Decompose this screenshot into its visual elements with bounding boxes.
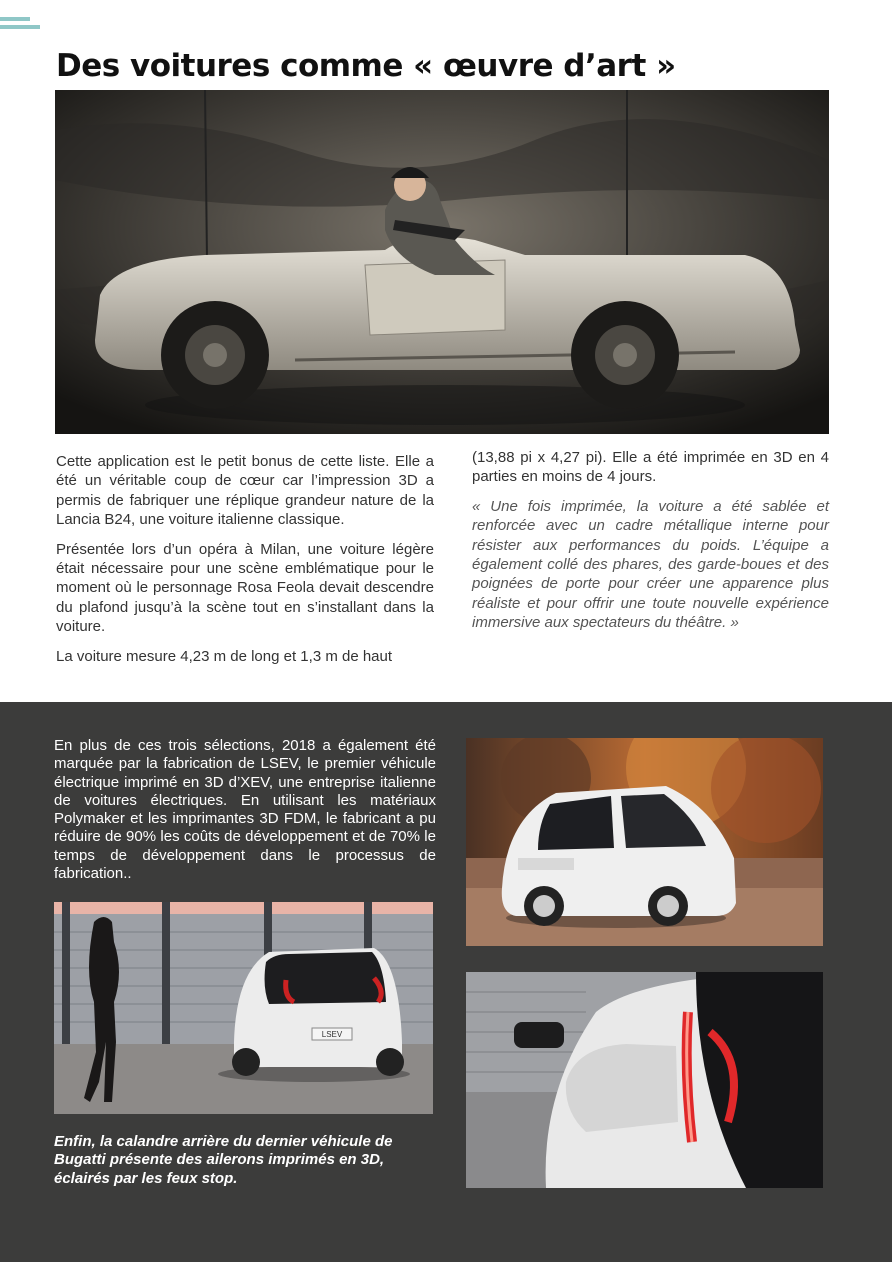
- paragraph-opera: Présentée lors d’un opéra à Milan, une voiture légère était nécessaire pour une scène emblématique pour le moment où le personnage Rosa Feola devait descendre du plafond jusqu’à la scène tout en s’installant dans la voiture.: [56, 540, 434, 636]
- paragraph-dimensions-continued: (13,88 pi x 4,27 pi). Elle a été imprimée en 3D en 4 parties en moins de 4 jours.: [472, 449, 829, 486]
- bugatti-caption: Enfin, la calandre arrière du dernier véhicule de Bugatti présente des ailerons imprimés en 3D, éclairés par les feux stop.: [54, 1133, 393, 1187]
- photo-taillight-closeup: [466, 972, 823, 1188]
- license-plate-text: LSEV: [321, 1030, 343, 1039]
- hero-photo-lancia-b24: [55, 90, 829, 434]
- lsev-paragraph: En plus de ces trois sélections, 2018 a également été marquée par la fabrication de LSEV, le premier véhicule électrique imprimé en 3D d’XEV, une entreprise italienne de voitures électriques. En utilisant les matériaux Polymaker et les imprimantes 3D FDM, le fabricant a pu réduire de 90% les coûts de développement et de 70% le temps de développement dans le processus de fabrication..: [54, 737, 436, 883]
- photo-xev-autumn: [466, 738, 823, 946]
- paragraph-dimensions: La voiture mesure 4,23 m de long et 1,3 m de haut: [56, 647, 393, 665]
- page-title: Des voitures comme « œuvre d’art »: [56, 48, 676, 84]
- accent-bar-bottom: [0, 25, 40, 29]
- accent-bar-top: [0, 17, 30, 21]
- article-right-column: [472, 448, 829, 643]
- quote-block: « Une fois imprimée, la voiture a été sablée et renforcée avec un cadre métallique interne pour résister aux performances du poids. L’équipe a également collé des phares, des garde-boues et des poignées de porte pour créer une apparence plus réaliste et pour offrir une toute nouvelle expérience immersive aux spectateurs du théâtre. »: [472, 497, 829, 632]
- paragraph-intro: Cette application est le petit bonus de cette liste. Elle a été un véritable coup de cœur car l’impression 3D a permis de fabriquer une réplique grandeur nature de la Lancia B24, une voiture italienne classique.: [56, 453, 434, 529]
- photo-lsev-rear: [54, 902, 433, 1114]
- article-left-column: [56, 452, 434, 676]
